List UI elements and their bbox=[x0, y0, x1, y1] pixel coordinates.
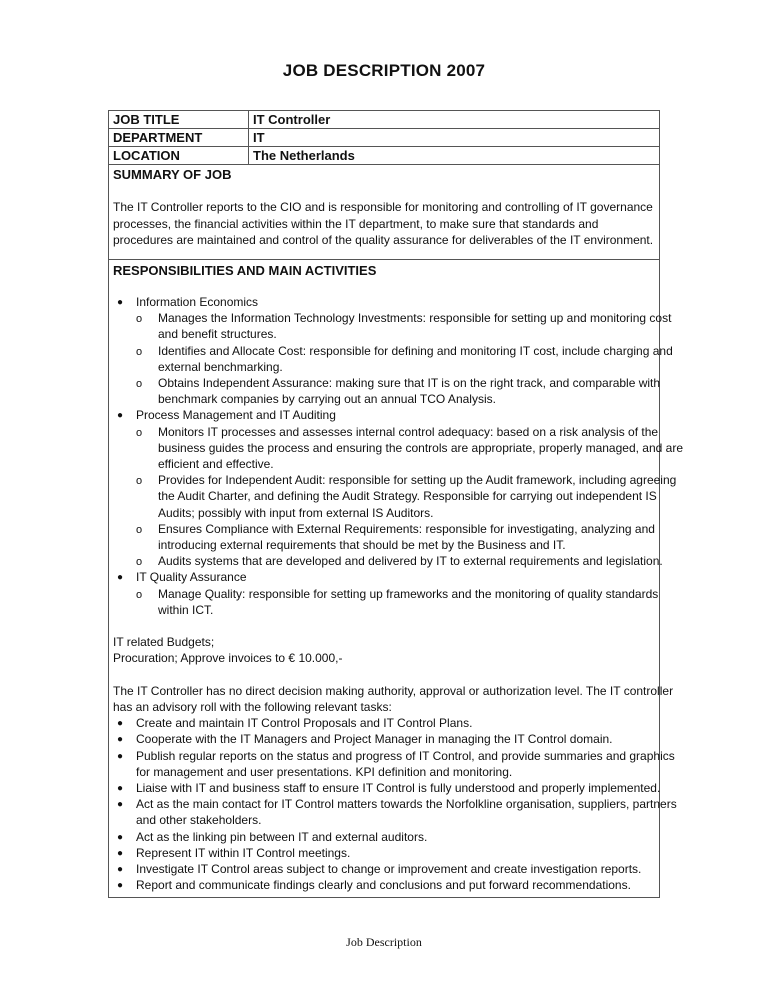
bullet-icon: ● bbox=[117, 880, 124, 892]
circle-bullet-icon: o bbox=[136, 426, 143, 439]
circle-bullet-icon: o bbox=[136, 378, 143, 390]
column-divider bbox=[248, 111, 249, 165]
bullet-icon: ● bbox=[117, 718, 124, 730]
bullet-icon: ● bbox=[117, 799, 124, 811]
responsibility-group-label: Information Economics bbox=[136, 295, 259, 309]
task-text: Report and communicate findings clearly and conclusions and put forward recommendations. bbox=[136, 878, 631, 893]
responsibility-item-text: Audits; possibly with input from external IS Auditors. bbox=[158, 505, 434, 520]
section-divider bbox=[109, 259, 659, 260]
responsibility-item-text: and benefit structures. bbox=[158, 327, 277, 342]
responsibility-item-text: Ensures Compliance with External Requirements: responsible for investigating, analyzing and bbox=[158, 521, 655, 536]
responsibility-item-text: benchmark companies by carrying out an annual TCO Analysis. bbox=[158, 392, 496, 407]
task-text: and other stakeholders. bbox=[136, 813, 262, 828]
job-title-value: IT Controller bbox=[253, 112, 331, 127]
job-table bbox=[108, 110, 683, 898]
task-text: Act as the main contact for IT Control matters towards the Norfolkline organisation, suppliers, partners bbox=[136, 797, 677, 812]
row-job-title bbox=[109, 111, 659, 129]
responsibility-item-text: within ICT. bbox=[158, 602, 214, 617]
circle-bullet-icon: o bbox=[136, 345, 143, 358]
authority-line: The IT Controller has no direct decision making authority, approval or authorization level. The IT controller bbox=[113, 683, 674, 698]
row-department bbox=[109, 129, 659, 147]
bullet-icon: ● bbox=[117, 750, 124, 762]
responsibility-group-label: IT Quality Assurance bbox=[136, 570, 247, 585]
circle-bullet-icon: o bbox=[136, 556, 143, 569]
bullet-icon: ● bbox=[117, 572, 124, 584]
page-footer: Job Description bbox=[346, 935, 422, 949]
task-text: Act as the linking pin between IT and external auditors. bbox=[136, 829, 428, 844]
responsibilities-heading: RESPONSIBILITIES AND MAIN ACTIVITIES bbox=[113, 263, 377, 278]
circle-bullet-icon: o bbox=[136, 475, 143, 488]
budget-line: IT related Budgets; bbox=[113, 635, 215, 650]
summary-text: The IT Controller reports to the CIO and is responsible for monitoring and controlling of IT governance processes, the financial activities within the IT department, to make sure that standards and procedures are maintained and control of the quality assurance for deliverables of the IT environment. bbox=[113, 200, 654, 247]
responsibility-item-text: Monitors IT processes and assesses internal control adequacy: based on a risk analysis of the bbox=[158, 424, 659, 439]
task-text: Publish regular reports on the status and progress of IT Control, and provide summaries and graphics bbox=[136, 748, 675, 763]
authority-line: has an advisory roll with the following relevant tasks: bbox=[113, 700, 392, 714]
department-value: IT bbox=[253, 130, 265, 145]
location-value: The Netherlands bbox=[253, 148, 355, 163]
responsibility-item-text: Manages the Information Technology Investments: responsible for setting up and monitoring cost bbox=[158, 311, 672, 326]
bullet-icon: ● bbox=[117, 831, 124, 843]
budget-line: Procuration; Approve invoices to € 10.000,- bbox=[113, 651, 343, 666]
location-label: LOCATION bbox=[113, 148, 180, 163]
responsibility-item-text: efficient and effective. bbox=[158, 457, 274, 471]
task-text: Investigate IT Control areas subject to change or improvement and create investigation reports. bbox=[136, 862, 642, 876]
row-location bbox=[109, 147, 659, 165]
responsibility-item-text: the Audit Charter, and defining the Audit Strategy. Responsible for carrying out independent IS bbox=[158, 489, 657, 504]
department-label: DEPARTMENT bbox=[113, 130, 203, 145]
responsibility-group-label: Process Management and IT Auditing bbox=[136, 408, 336, 423]
responsibility-item-text: external benchmarking. bbox=[158, 359, 283, 374]
circle-bullet-icon: o bbox=[136, 523, 143, 536]
circle-bullet-icon: o bbox=[136, 588, 143, 601]
bullet-icon: ● bbox=[117, 847, 124, 859]
circle-bullet-icon: o bbox=[136, 313, 143, 326]
bullet-icon: ● bbox=[117, 297, 124, 308]
responsibility-item-text: introducing external requirements that should be met by the Business and IT. bbox=[158, 538, 566, 552]
job-title-label: JOB TITLE bbox=[113, 112, 180, 127]
task-text: Cooperate with the IT Managers and Project Manager in managing the IT Control domain. bbox=[136, 732, 613, 747]
bullet-icon: ● bbox=[117, 864, 124, 875]
responsibility-item-text: Identifies and Allocate Cost: responsible for defining and monitoring IT cost, include charging and bbox=[158, 343, 673, 358]
bullet-icon: ● bbox=[117, 734, 124, 746]
bullet-icon: ● bbox=[117, 783, 124, 794]
responsibility-item-text: Provides for Independent Audit: responsible for setting up the Audit framework, including agreeing bbox=[158, 473, 677, 488]
responsibility-item-text: Manage Quality: responsible for setting up frameworks and the monitoring of quality standards bbox=[158, 586, 659, 601]
task-text: Create and maintain IT Control Proposals and IT Control Plans. bbox=[136, 716, 473, 731]
responsibility-item-text: Audits systems that are developed and delivered by IT to external requirements and legislation. bbox=[158, 554, 663, 569]
responsibility-item-text: business guides the process and ensuring the controls are appropriate, properly managed, and are bbox=[158, 440, 683, 455]
task-text: Liaise with IT and business staff to ensure IT Control is fully understood and properly implemented. bbox=[136, 781, 661, 795]
task-text: for management and user presentations. KPI definition and monitoring. bbox=[136, 764, 513, 779]
bullet-icon: ● bbox=[117, 410, 124, 422]
responsibility-item-text: Obtains Independent Assurance: making sure that IT is on the right track, and comparable with bbox=[158, 376, 661, 390]
summary-heading: SUMMARY OF JOB bbox=[113, 167, 232, 182]
task-text: Represent IT within IT Control meetings. bbox=[136, 845, 351, 860]
document-title: JOB DESCRIPTION 2007 bbox=[282, 61, 486, 80]
